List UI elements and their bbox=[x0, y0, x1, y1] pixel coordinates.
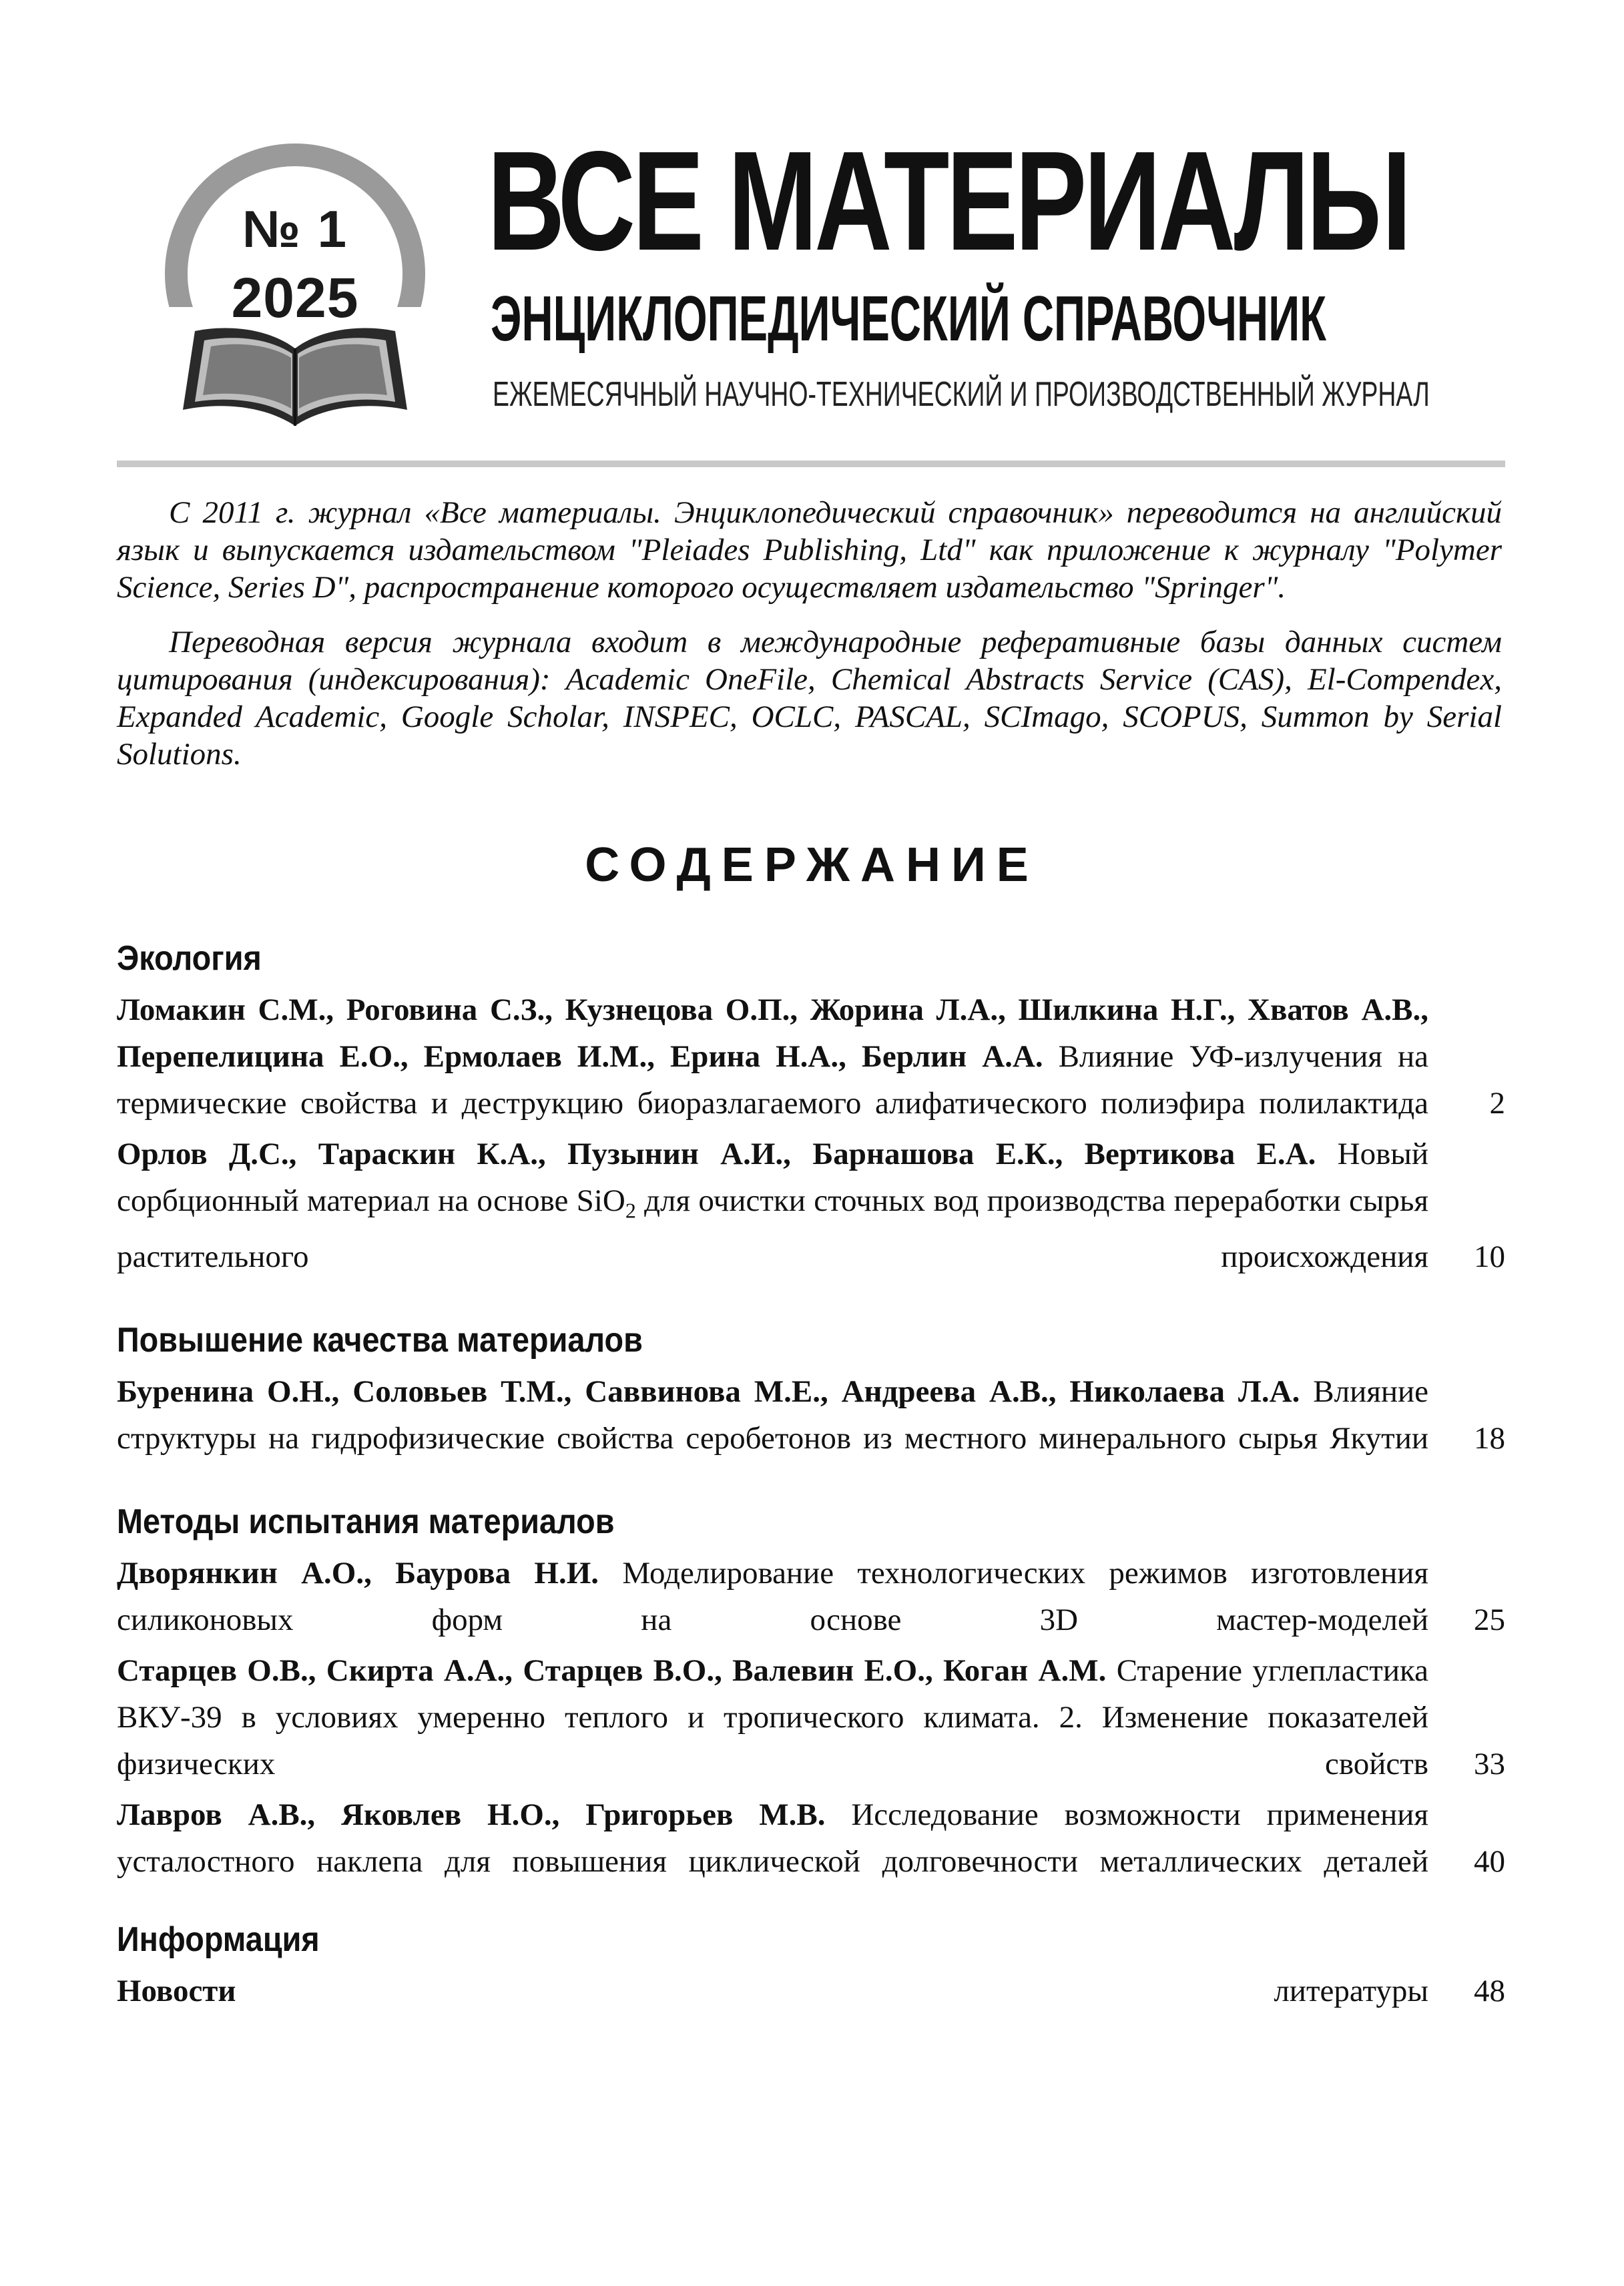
entry-title: Старение углепластика ВКУ-39 в условиях умеренно теплого и тропического климата. 2. Изменение показателей физических свойств bbox=[117, 1653, 1428, 1782]
toc-section-testing bbox=[117, 1498, 1505, 1885]
section-title: Экология bbox=[117, 939, 262, 978]
table-of-contents bbox=[117, 934, 1505, 2014]
journal-title: ВСЕ МАТЕРИАЛЫ bbox=[487, 121, 1409, 280]
toc-entry[interactable] bbox=[117, 986, 1505, 1127]
entry-page: 40 bbox=[1474, 1844, 1505, 1880]
contents-heading: СОДЕРЖАНИЕ bbox=[585, 838, 1039, 892]
entry-title: Новый сорбционный материал на основе SiO$_2$ для очистки сточных вод производства переработки сырья растительного происхождения bbox=[117, 1137, 1428, 1275]
intro-notice bbox=[117, 494, 1502, 790]
toc-entry[interactable] bbox=[117, 1131, 1505, 1280]
entry-title: Исследование возможности применения усталостного наклепа для повышения циклической долговечности металлических деталей bbox=[117, 1797, 1428, 1880]
journal-logo bbox=[155, 140, 435, 434]
section-title: Информация bbox=[117, 1920, 320, 1960]
entry-page: 2 bbox=[1489, 1086, 1505, 1121]
entry-page: 25 bbox=[1474, 1603, 1505, 1638]
entry-authors: Ломакин С.М., Роговина С.З., Кузнецова О.П., Жорина Л.А., Шилкина Н.Г., Хватов А.В., Перепелицина Е.О., Ермолаев И.М., Ерина Н.А., Берлин А.А. bbox=[117, 992, 1428, 1074]
entry-authors: Буренина О.Н., Соловьев Т.М., Саввинова М.Е., Андреева А.В., Николаева Л.А. bbox=[117, 1374, 1300, 1410]
intro-paragraph: С 2011 г. журнал «Все материалы. Энциклопедический справочник» переводится на английский язык и выпускается издательством "Pleiades Publishing, Ltd" как приложение к журналу "Polymer Science, Series D", распространение которого осуществляет издательство "Springer". bbox=[117, 495, 1502, 605]
entry-page: 48 bbox=[1474, 1974, 1505, 2009]
journal-subtitle: ЭНЦИКЛОПЕДИЧЕСКИЙ СПРАВОЧНИК bbox=[491, 283, 1326, 354]
toc-entry[interactable] bbox=[117, 1791, 1505, 1885]
toc-section-quality bbox=[117, 1316, 1505, 1462]
entry-title: Моделирование технологических режимов изготовления силиконовых форм на основе 3D мастер-моделей bbox=[117, 1556, 1428, 1638]
entry-title: Влияние структуры на гидрофизические свойства серобетонов из местного минерального сырья Якутии bbox=[117, 1374, 1428, 1456]
issue-year: 2025 bbox=[231, 266, 359, 329]
header-divider bbox=[117, 461, 1505, 467]
toc-entry[interactable] bbox=[117, 1647, 1505, 1787]
entry-title: Влияние УФ-излучения на термические свойства и деструкцию биоразлагаемого алифатического полиэфира полилактида bbox=[117, 1039, 1428, 1121]
entry-title: литературы bbox=[1274, 1974, 1428, 2009]
entry-authors: Орлов Д.С., Тараскин К.А., Пузынин А.И., Барнашова Е.К., Вертикова Е.А. bbox=[117, 1137, 1316, 1171]
entry-authors: Новости bbox=[117, 1974, 236, 2009]
entry-page: 33 bbox=[1474, 1747, 1505, 1782]
entry-authors: Старцев О.В., Скирта А.А., Старцев В.О., Валевин Е.О., Коган А.М. bbox=[117, 1653, 1107, 1689]
toc-entry[interactable] bbox=[117, 1550, 1505, 1643]
entry-page: 10 bbox=[1474, 1239, 1505, 1275]
entry-page: 18 bbox=[1474, 1421, 1505, 1456]
toc-entry[interactable] bbox=[117, 1368, 1505, 1462]
journal-tagline: ЕЖЕМЕСЯЧНЫЙ НАУЧНО-ТЕХНИЧЕСКИЙ И ПРОИЗВОДСТВЕННЫЙ ЖУРНАЛ bbox=[493, 375, 1430, 414]
section-title: Повышение качества материалов bbox=[117, 1321, 643, 1360]
intro-paragraph: Переводная версия журнала входит в международные реферативные базы данных систем цитирования (индексирования): Academic OneFile, Chemical Abstracts Service (CAS), El-Compendex, Expanded Academic, Google Scholar, INSPEC, OCLC, PASCAL, SCImago, SCOPUS, Summon by Serial Solutions. bbox=[117, 625, 1502, 772]
toc-entry[interactable] bbox=[117, 1968, 1505, 2014]
entry-authors: Лавров А.В., Яковлев Н.О., Григорьев М.В. bbox=[117, 1797, 826, 1833]
toc-section-ecology bbox=[117, 934, 1505, 1280]
section-title: Методы испытания материалов bbox=[117, 1502, 615, 1542]
toc-section-information bbox=[117, 1916, 1505, 2014]
issue-number: № 1 bbox=[242, 200, 348, 258]
entry-authors: Дворянкин А.О., Баурова Н.И. bbox=[117, 1556, 599, 1591]
